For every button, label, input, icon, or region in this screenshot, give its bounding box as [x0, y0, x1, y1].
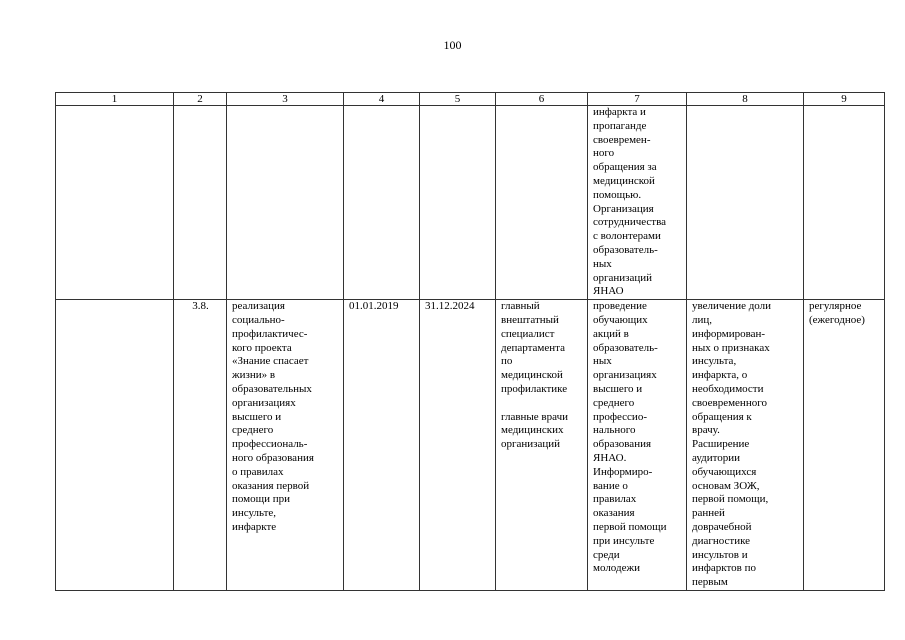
- table-cell: [496, 106, 588, 300]
- table-cell: [174, 106, 227, 300]
- column-header: 7: [588, 93, 687, 106]
- column-number-row: [56, 93, 885, 106]
- table-row: [56, 106, 885, 300]
- table-cell: [804, 106, 885, 300]
- column-header: 9: [804, 93, 885, 106]
- table-cell: [227, 106, 344, 300]
- column-header: 2: [174, 93, 227, 106]
- column-header: 3: [227, 93, 344, 106]
- periodicity: регулярное (ежегодное): [804, 300, 885, 591]
- table-cell: [344, 106, 420, 300]
- responsible-executors: главный внештатный специалист департамента по медицинской профилактике главные врачи медицинских организаций: [496, 300, 588, 591]
- column-header: 4: [344, 93, 420, 106]
- table-cell: [420, 106, 496, 300]
- page-number: 100: [443, 38, 462, 52]
- end-date: 31.12.2024: [420, 300, 496, 591]
- column-header: 6: [496, 93, 588, 106]
- column-header: 8: [687, 93, 804, 106]
- column-header: 5: [420, 93, 496, 106]
- measure-description: реализация социально- профилактичес- кого проекта «Знание спасает жизни» в образовательных организациях высшего и среднего профессиональ- ного образования о правилах оказания первой помощи при инсульте, инфаркте: [227, 300, 344, 591]
- column-header: 1: [56, 93, 174, 106]
- table-row: [56, 300, 885, 591]
- expected-result: увеличение доли лиц, информирован- ных о признаках инсульта, инфаркта, о необходимости своевременного обращения к врачу. Расширение аудитории обучающихся основам ЗОЖ, первой помощи, ранней доврачебной диагностике инсультов и инфарктов по первым: [687, 300, 804, 591]
- measures-table: [55, 92, 885, 591]
- start-date: 01.01.2019: [344, 300, 420, 591]
- item-number: 3.8.: [174, 300, 227, 591]
- table-cell: [56, 300, 174, 591]
- table-cell: [687, 106, 804, 300]
- measure-content: проведение обучающих акций в образователь- ных организациях высшего и среднего профессио- нального образования ЯНАО. Информиро- вание о правилах оказания первой помощи при инсульте среди молодежи: [588, 300, 687, 591]
- table-cell: инфаркта и пропаганде своевремен- ного обращения за медицинской помощью. Организация сотрудничества с волонтерами образователь- ных организаций ЯНАО: [588, 106, 687, 300]
- table-cell: [56, 106, 174, 300]
